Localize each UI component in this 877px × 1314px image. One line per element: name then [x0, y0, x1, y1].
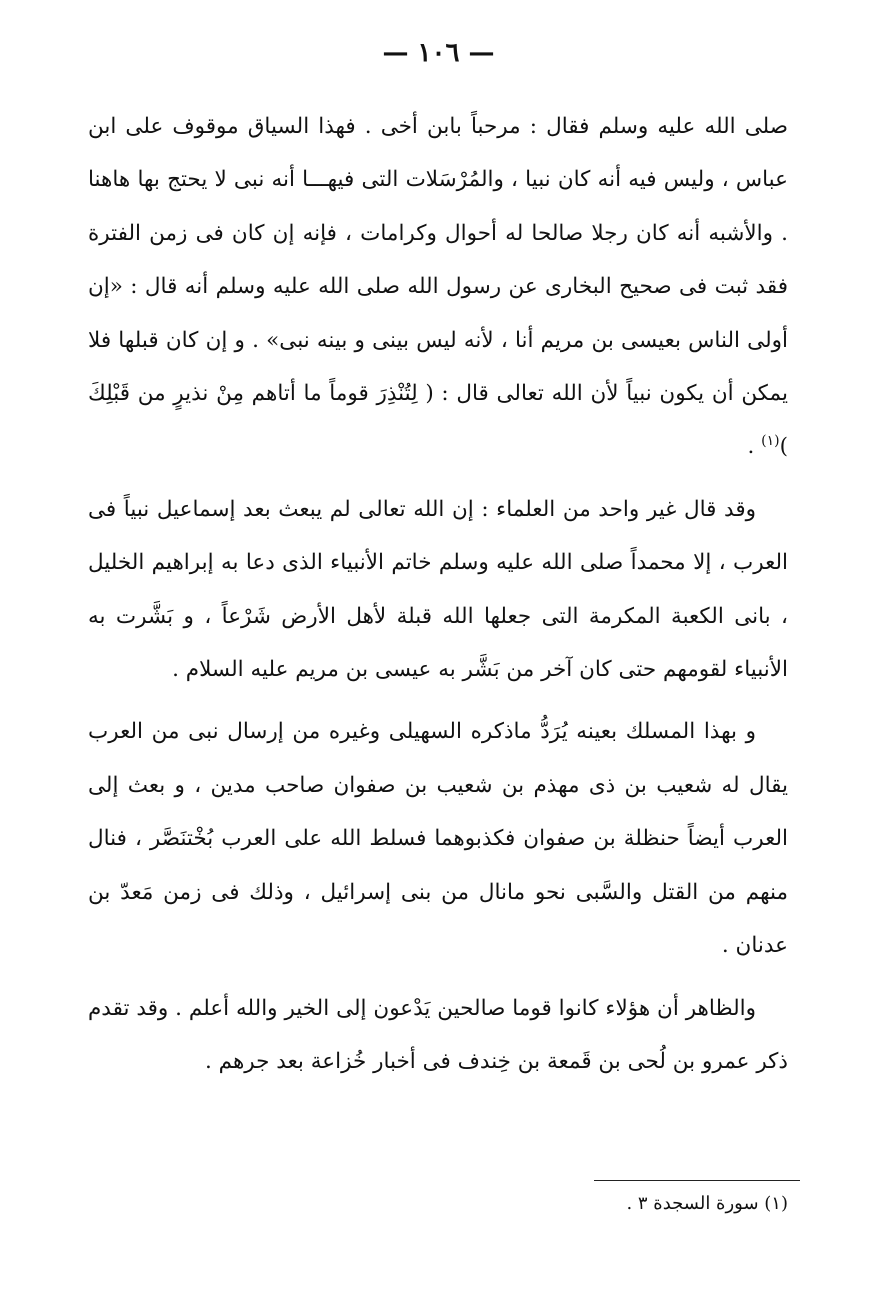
text-line: و بهذا المسلك بعينه يُرَدُّ ماذكره السهيلى وغيره من إرسال نبى من العرب يقال: [88, 719, 788, 798]
paragraph: [88, 483, 788, 697]
text-line: والظاهر أن هؤلاء كانوا قوما صالحين يَدْعون إلى الخير والله أعلم . وقد تقدم: [88, 995, 756, 1021]
text-line-end: .: [747, 434, 762, 460]
text-line: المكرمة التى جعلها الله قبلة لأهل الأرض شَرْعاً ، و بَشَّرت به الأنبياء لقومهم حتى كان: [88, 603, 788, 683]
footnote-divider: [594, 1180, 800, 1181]
text-line: وقد قال غير واحد من العلماء : إن الله تعالى لم يبعث بعد إسماعيل نبياً فى العرب ،: [88, 496, 788, 576]
footnote: (١) سورة السجدة ٣ .: [626, 1193, 788, 1214]
text-line: والسَّبى نحو مانال من بنى إسرائيل ، وذلك فى زمن مَعدّ بن عدنان .: [88, 879, 788, 959]
page-number: — ١٠٦ —: [382, 38, 495, 68]
text-line: صلى الله عليه وسلم فقال : مرحباً بابن أخى . فهذا السياق موقوف على ابن عباس ، وليس: [88, 114, 788, 193]
paragraph: [88, 705, 788, 972]
text-line: ذكر عمرو بن لُحى بن قَمعة بن خِندف فى أخبار خُزاعة بعد جرهم .: [204, 1048, 788, 1074]
text-line: حنظلة بن صفوان فكذبوهما فسلط الله على العرب بُخْتنَصَّر ، فنال منهم من القتل: [88, 826, 788, 905]
text-line: فيه أنه كان نبيا ، والمُرْسَلات التى فيهـــا أنه نبى لا يحتج بها هاهنا . والأشبه أنه كان: [88, 167, 788, 246]
text-line: لأنه ليس بينى و بينه نبى» . و إن كان قبلها فلا يمكن أن يكون نبياً لأن الله تعالى قال :: [88, 327, 788, 407]
text-line: رجلا صالحا له أحوال وكرامات ، فإنه إن كان فى زمن الفترة فقد ثبت فى صحيح: [88, 220, 788, 300]
text-line: إلا محمداً صلى الله عليه وسلم خاتم الأنبياء الذى دعا به إبراهيم الخليل ، بانى الكعبة: [88, 550, 788, 629]
footnote-reference: (١): [761, 433, 780, 450]
quran-quote: ( لِتُنْذِرَ قوماً ما أتاهم مِنْ نذيرٍ من قَبْلِكَ ): [88, 381, 788, 460]
text-line: آخر من بَشَّر به عيسى بن مريم عليه السلام .: [172, 657, 573, 683]
paragraph: [88, 100, 788, 474]
text-line: البخارى عن رسول الله صلى الله عليه وسلم أنه قال : «إن أولى الناس بعيسى بن مريم أنا ،: [88, 274, 788, 353]
paragraph: [88, 982, 788, 1089]
text-line: له شعيب بن ذى مهذم بن شعيب بن صفوان صاحب مدين ، و بعث إلى العرب أيضاً: [88, 772, 788, 852]
body-text: [88, 100, 788, 1088]
